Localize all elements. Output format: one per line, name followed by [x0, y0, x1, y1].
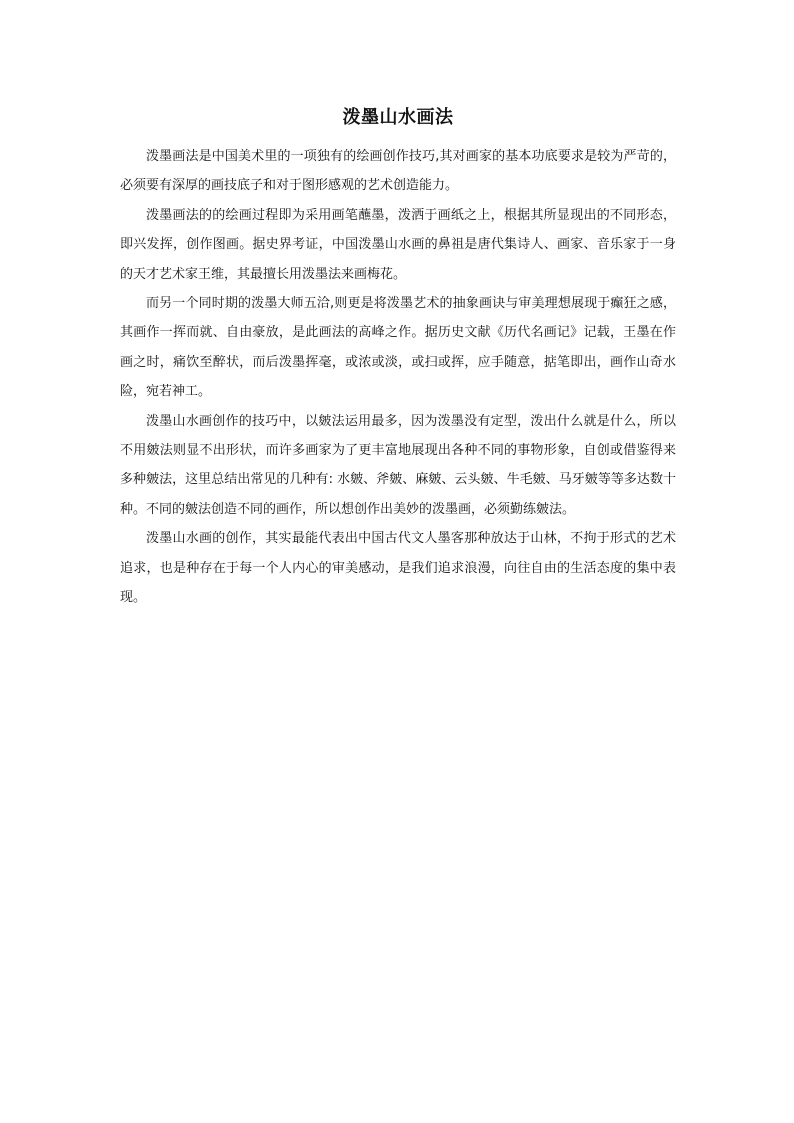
paragraph-4: 泼墨山水画创作的技巧中，以皴法运用最多，因为泼墨没有定型，泼出什么就是什么，所以不用皴法则显不出形状，而许多画家为了更丰富地展现出各种不同的事物形象，自创或借鉴得来多种皴法，这里总结出常见的几种有: 水皴、斧皴、麻皴、云头皴、牛毛皴、马牙皴等等多达数十种。不同的皴法创造不同的画作，所以想创作出美妙的泼墨画，必须勤练皴法。	[120, 413, 676, 517]
paragraph-3: 而另一个同时期的泼墨大师五洽,则更是将泼墨艺术的抽象画诀与审美理想展现于癫狂之感，其画作一挥而就、自由豪放，是此画法的高峰之作。据历史文献《历代名画记》记载，王墨在作画之时，痛饮至醉状，而后泼墨挥毫，或浓或淡，或扫或挥，应手随意，掂笔即出，画作山奇水险，宛若神工。	[120, 296, 676, 400]
document-title: 泼墨山水画法	[342, 107, 454, 128]
paragraph-2: 泼墨画法的的绘画过程即为采用画笔蘸墨，泼洒于画纸之上，根据其所显现出的不同形态，即兴发挥，创作图画。据史界考证，中国泼墨山水画的鼻祖是唐代集诗人、画家、音乐家于一身的天才艺术家王维，其最擅长用泼墨法来画梅花。	[120, 207, 676, 282]
document-body	[120, 104, 676, 613]
paragraph-5: 泼墨山水画的创作，其实最能代表出中国古代文人墨客那种放达于山林，不拘于形式的艺术追求，也是种存在于每一个人内心的审美感动，是我们追求浪漫，向往自由的生活态度的集中表现。	[120, 531, 676, 606]
paragraph-1: 泼墨画法是中国美术里的一项独有的绘画创作技巧,其对画家的基本功底要求是较为严苛的，必须要有深厚的画技底子和对于图形感观的艺术创造能力。	[120, 149, 676, 194]
